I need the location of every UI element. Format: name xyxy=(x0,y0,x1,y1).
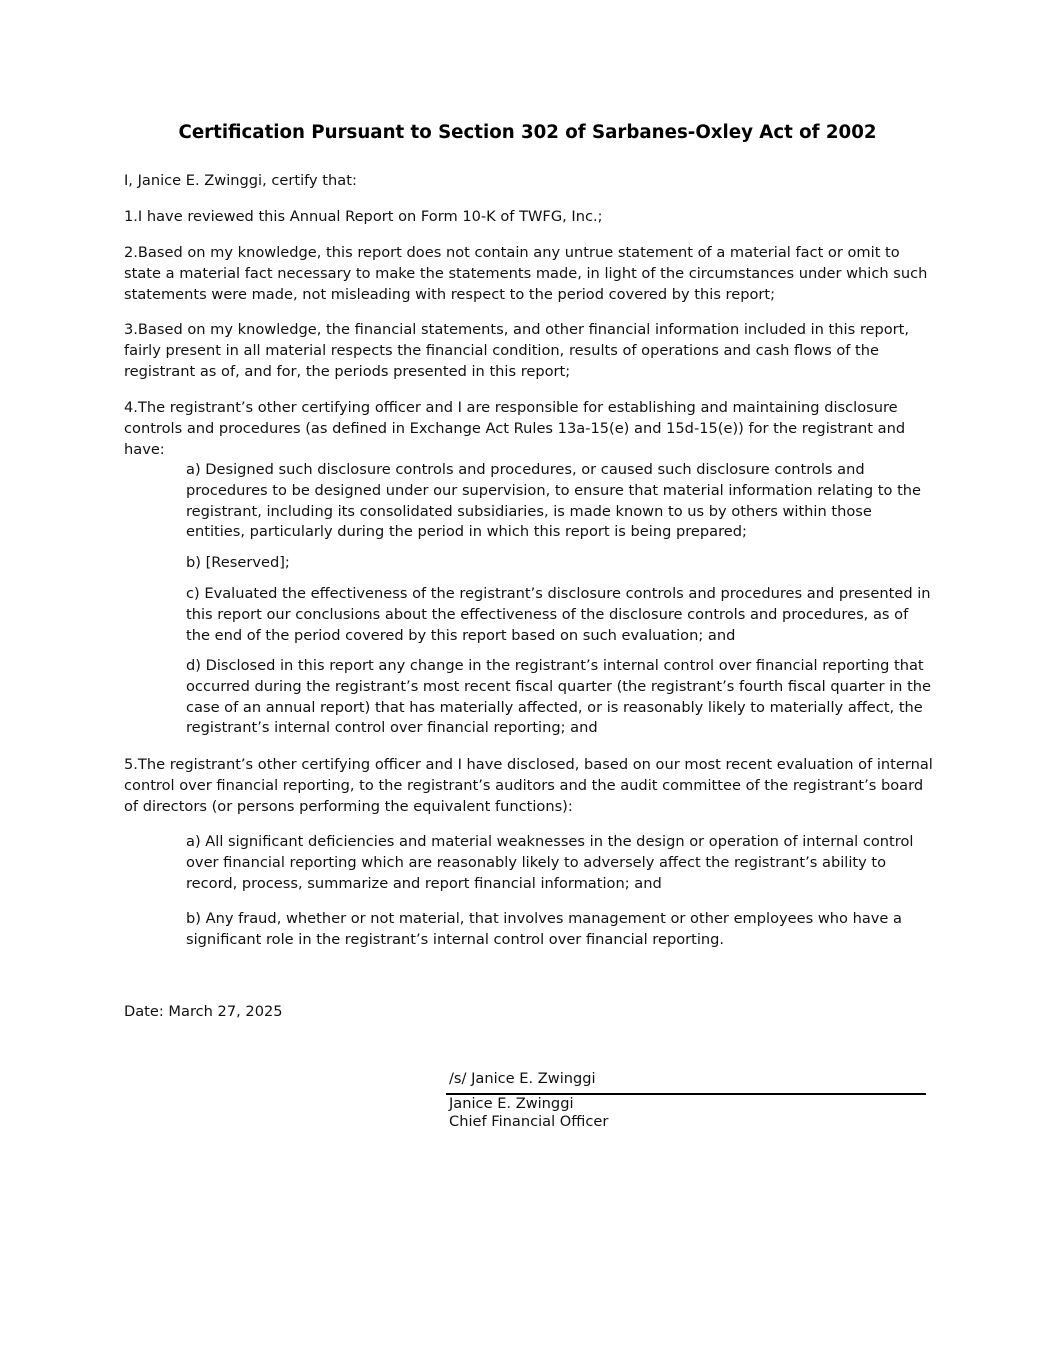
item-4: 4.The registrant’s other certifying officer and I are responsible for establishing and maintaining disclosure controls and procedures (as defined in Exchange Act Rules 13a-15(e) and 15d-15(e)) for the registrant and have: xyxy=(124,399,906,458)
item-5: 5.The registrant’s other certifying officer and I have disclosed, based on our most recent evaluation of internal control over financial reporting, to the registrant’s auditors and the audit committee of the registrant’s board of directors (or persons performing the equivalent functions): xyxy=(124,756,933,815)
signature-conformed: /s/ Janice E. Zwinggi xyxy=(449,1070,596,1087)
item-4d: d) Disclosed in this report any change in the registrant’s internal control over financial reporting that occurred during the registrant’s most recent fiscal quarter (the registrant’s fourth fiscal quarter in the case of an annual report) that has materially affected, or is reasonably likely to materially affect, the registrant’s internal control over financial reporting; and xyxy=(186,657,932,737)
signer-title: Chief Financial Officer xyxy=(449,1113,609,1130)
item-2: 2.Based on my knowledge, this report does not contain any untrue statement of a material fact or omit to state a material fact necessary to make the statements made, in light of the circumstances under which such statements were made, not misleading with respect to the period covered by this report; xyxy=(124,244,928,303)
item-4c: c) Evaluated the effectiveness of the registrant’s disclosure controls and procedures and presented in this report our conclusions about the effectiveness of the disclosure controls and procedures, as of the end of the period covered by this report based on such evaluation; and xyxy=(186,585,931,644)
item-4b: b) [Reserved]; xyxy=(186,554,290,571)
item-3: 3.Based on my knowledge, the financial statements, and other financial information included in this report, fairly present in all material respects the financial condition, results of operations and cash flows of the registrant as of, and for, the periods presented in this report; xyxy=(124,321,910,380)
item-4a: a) Designed such disclosure controls and procedures, or caused such disclosure controls and procedures to be designed under our supervision, to ensure that material information relating to the registrant, including its consolidated subsidiaries, is made known to us by others within those entities, particularly during the period in which this report is being prepared; xyxy=(186,461,922,541)
item-1: 1.I have reviewed this Annual Report on Form 10-K of TWFG, Inc.; xyxy=(124,208,603,225)
item-5b: b) Any fraud, whether or not material, that involves management or other employees who have a significant role in the registrant’s internal control over financial reporting. xyxy=(186,910,902,948)
signer-name: Janice E. Zwinggi xyxy=(449,1095,574,1112)
document-title: Certification Pursuant to Section 302 of Sarbanes-Oxley Act of 2002 xyxy=(178,122,877,143)
item-5a: a) All significant deficiencies and material weaknesses in the design or operation of internal control over financial reporting which are reasonably likely to adversely affect the registrant’s ability to record, process, summarize and report financial information; and xyxy=(186,833,914,892)
signature-block xyxy=(446,1069,926,1131)
intro-statement: I, Janice E. Zwinggi, certify that: xyxy=(124,172,357,189)
signature-date: Date: March 27, 2025 xyxy=(124,1003,283,1020)
